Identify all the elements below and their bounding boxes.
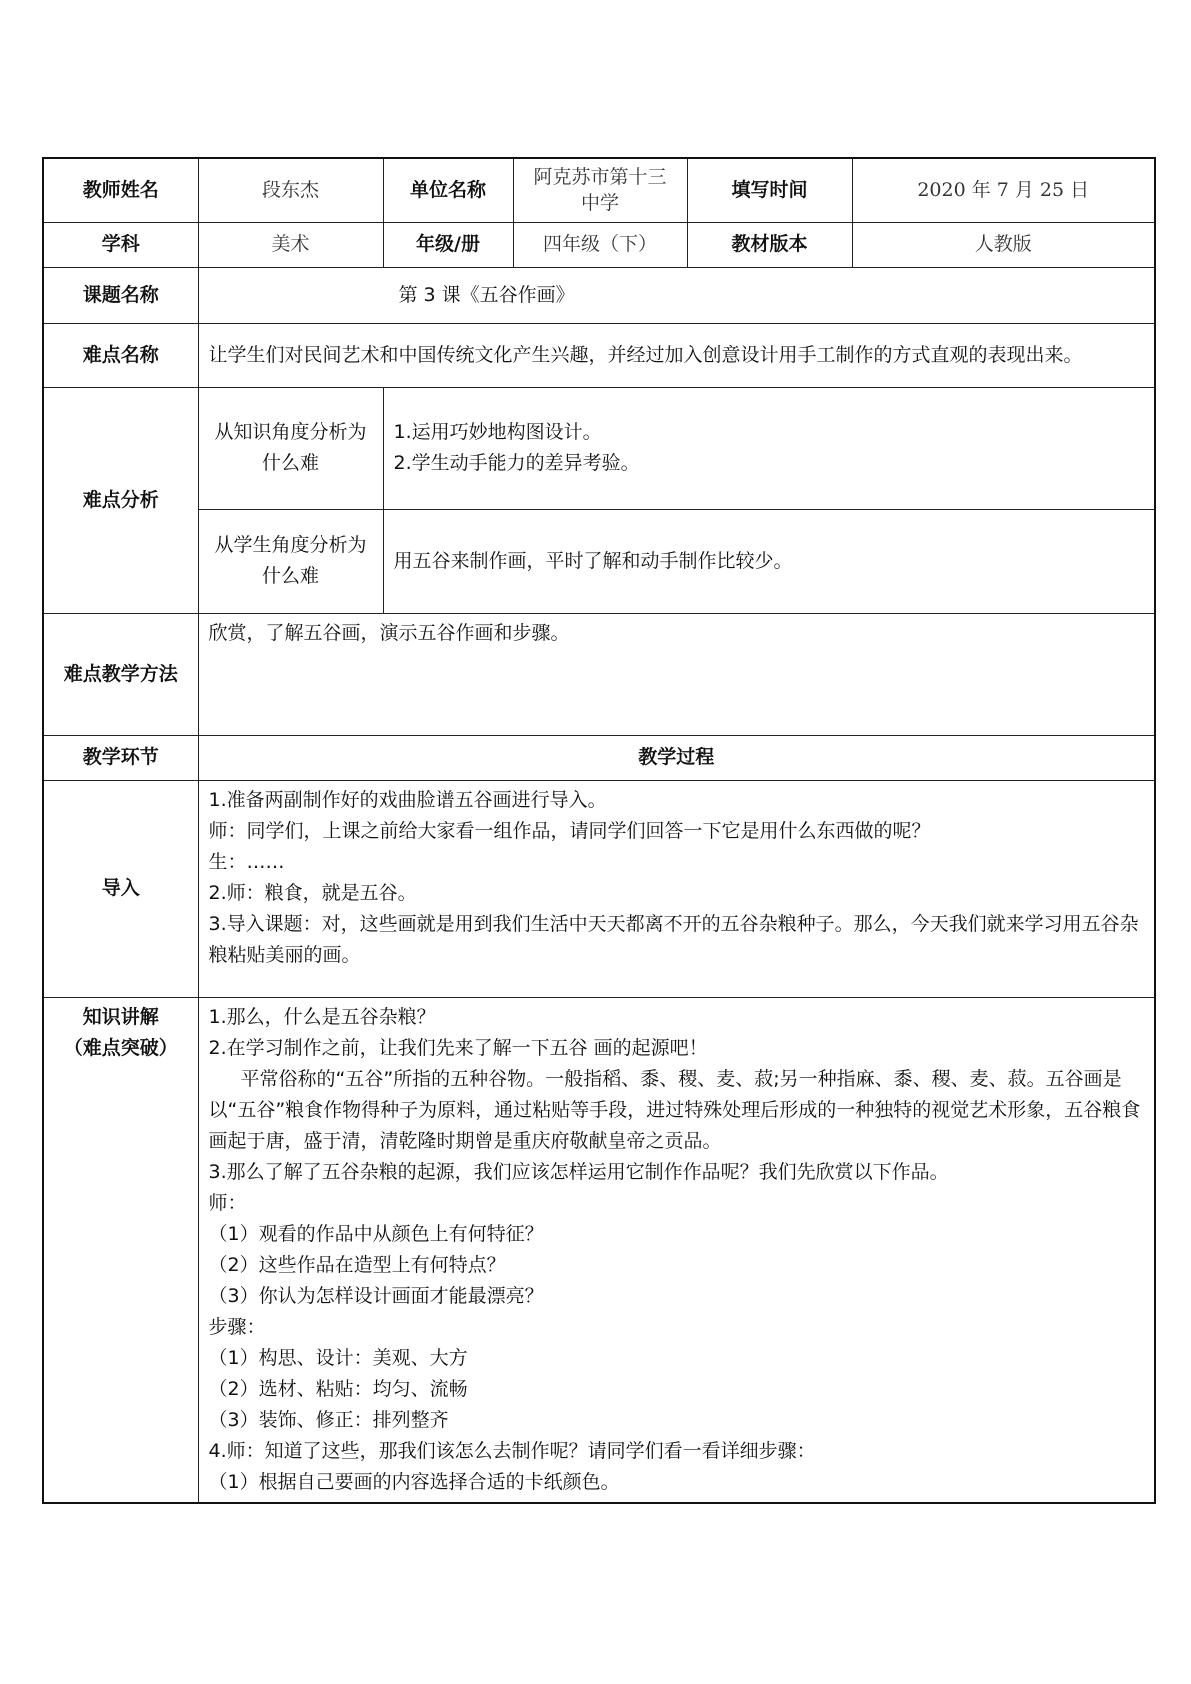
knowledge-label bbox=[43, 997, 198, 1503]
topic-row bbox=[43, 267, 1155, 323]
lesson-plan-page bbox=[42, 157, 1154, 1504]
knowledge-line: （2）这些作品在造型上有何特点？ bbox=[208, 1253, 506, 1276]
knowledge-line: 师： bbox=[208, 1191, 247, 1214]
teacher-name-value: 段东杰 bbox=[198, 158, 383, 222]
difficulty-row bbox=[43, 323, 1155, 387]
process-header: 教学过程 bbox=[198, 735, 1155, 780]
topic-value: 第 3 课《五谷作画》 bbox=[198, 267, 1155, 323]
knowledge-line: 2.在学习制作之前，让我们先来了解一下五谷 画的起源吧！ bbox=[208, 1036, 708, 1059]
knowledge-paragraph: 平常俗称的“五谷”所指的五种谷物。一般指稻、黍、稷、麦、菽;另一种指麻、黍、稷、麦、菽。五谷画是以“五谷”粮食作物得种子为原料，通过粘贴等手段，进过特殊处理后形成的一种独特的视觉艺术形象，五谷粮食画起于唐，盛于清，清乾隆时期曾是重庆府敬献皇帝之贡品。 bbox=[208, 1067, 1141, 1152]
method-label: 难点教学方法 bbox=[43, 613, 198, 735]
unit-name-label: 单位名称 bbox=[383, 158, 513, 222]
grade-label: 年级/册 bbox=[383, 222, 513, 267]
analysis-label: 难点分析 bbox=[43, 387, 198, 613]
teacher-name-label: 教师姓名 bbox=[43, 158, 198, 222]
knowledge-angle-line: 2.学生动手能力的差异考验。 bbox=[393, 452, 640, 474]
intro-content bbox=[198, 780, 1155, 997]
knowledge-row bbox=[43, 997, 1155, 1503]
intro-line: 3.导入课题：对，这些画就是用到我们生活中天天都离不开的五谷杂粮种子。那么，今天我们就来学习用五谷杂粮粘贴美丽的画。 bbox=[208, 912, 1139, 966]
intro-row bbox=[43, 780, 1155, 997]
student-angle-label: 从学生角度分析为什么难 bbox=[198, 509, 383, 613]
knowledge-line: （1）构思、设计：美观、大方 bbox=[208, 1346, 468, 1369]
knowledge-line: （2）选材、粘贴：均匀、流畅 bbox=[208, 1377, 468, 1400]
knowledge-line: 1.那么，什么是五谷杂粮？ bbox=[208, 1005, 436, 1028]
header-row-2 bbox=[43, 222, 1155, 267]
analysis-row-student bbox=[43, 509, 1155, 613]
knowledge-angle-content bbox=[383, 387, 1155, 509]
knowledge-angle-line: 1.运用巧妙地构图设计。 bbox=[393, 421, 602, 443]
fill-date-label: 填写时间 bbox=[687, 158, 852, 222]
subject-label: 学科 bbox=[43, 222, 198, 267]
student-angle-content: 用五谷来制作画，平时了解和动手制作比较少。 bbox=[383, 509, 1155, 613]
knowledge-line: （1）根据自己要画的内容选择合适的卡纸颜色。 bbox=[208, 1470, 620, 1493]
method-value: 欣赏，了解五谷画，演示五谷作画和步骤。 bbox=[198, 613, 1155, 735]
knowledge-line: （3）你认为怎样设计画面才能最漂亮？ bbox=[208, 1284, 544, 1307]
knowledge-line: 步骤： bbox=[208, 1315, 266, 1338]
method-row bbox=[43, 613, 1155, 735]
intro-label: 导入 bbox=[43, 780, 198, 997]
knowledge-angle-label: 从知识角度分析为什么难 bbox=[198, 387, 383, 509]
fill-date-value: 2020 年 7 月 25 日 bbox=[852, 158, 1155, 222]
difficulty-value: 让学生们对民间艺术和中国传统文化产生兴趣，并经过加入创意设计用手工制作的方式直观的表现出来。 bbox=[198, 323, 1155, 387]
edition-value: 人教版 bbox=[852, 222, 1155, 267]
difficulty-label: 难点名称 bbox=[43, 323, 198, 387]
intro-line: 生：…… bbox=[208, 850, 285, 873]
analysis-row-knowledge bbox=[43, 387, 1155, 509]
knowledge-label-line2: （难点突破） bbox=[63, 1036, 178, 1059]
knowledge-label-line1: 知识讲解 bbox=[82, 1005, 159, 1028]
knowledge-line: 3.那么了解了五谷杂粮的起源，我们应该怎样运用它制作作品呢？我们先欣赏以下作品。 bbox=[208, 1160, 949, 1183]
topic-label: 课题名称 bbox=[43, 267, 198, 323]
stage-header: 教学环节 bbox=[43, 735, 198, 780]
knowledge-line: （1）观看的作品中从颜色上有何特征？ bbox=[208, 1222, 544, 1245]
intro-line: 1.准备两副制作好的戏曲脸谱五谷画进行导入。 bbox=[208, 788, 607, 811]
knowledge-content bbox=[198, 997, 1155, 1503]
knowledge-line: 4.师：知道了这些，那我们该怎么去制作呢？请同学们看一看详细步骤： bbox=[208, 1439, 816, 1462]
intro-line: 2.师：粮食，就是五谷。 bbox=[208, 881, 417, 904]
unit-name-value: 阿克苏市第十三中学 bbox=[513, 158, 687, 222]
header-row-1 bbox=[43, 158, 1155, 222]
intro-line: 师：同学们，上课之前给大家看一组作品，请同学们回答一下它是用什么东西做的呢？ bbox=[208, 819, 931, 842]
grade-value: 四年级（下） bbox=[513, 222, 687, 267]
subject-value: 美术 bbox=[198, 222, 383, 267]
process-header-row bbox=[43, 735, 1155, 780]
knowledge-line: （3）装饰、修正：排列整齐 bbox=[208, 1408, 449, 1431]
edition-label: 教材版本 bbox=[687, 222, 852, 267]
lesson-plan-table bbox=[42, 157, 1156, 1504]
